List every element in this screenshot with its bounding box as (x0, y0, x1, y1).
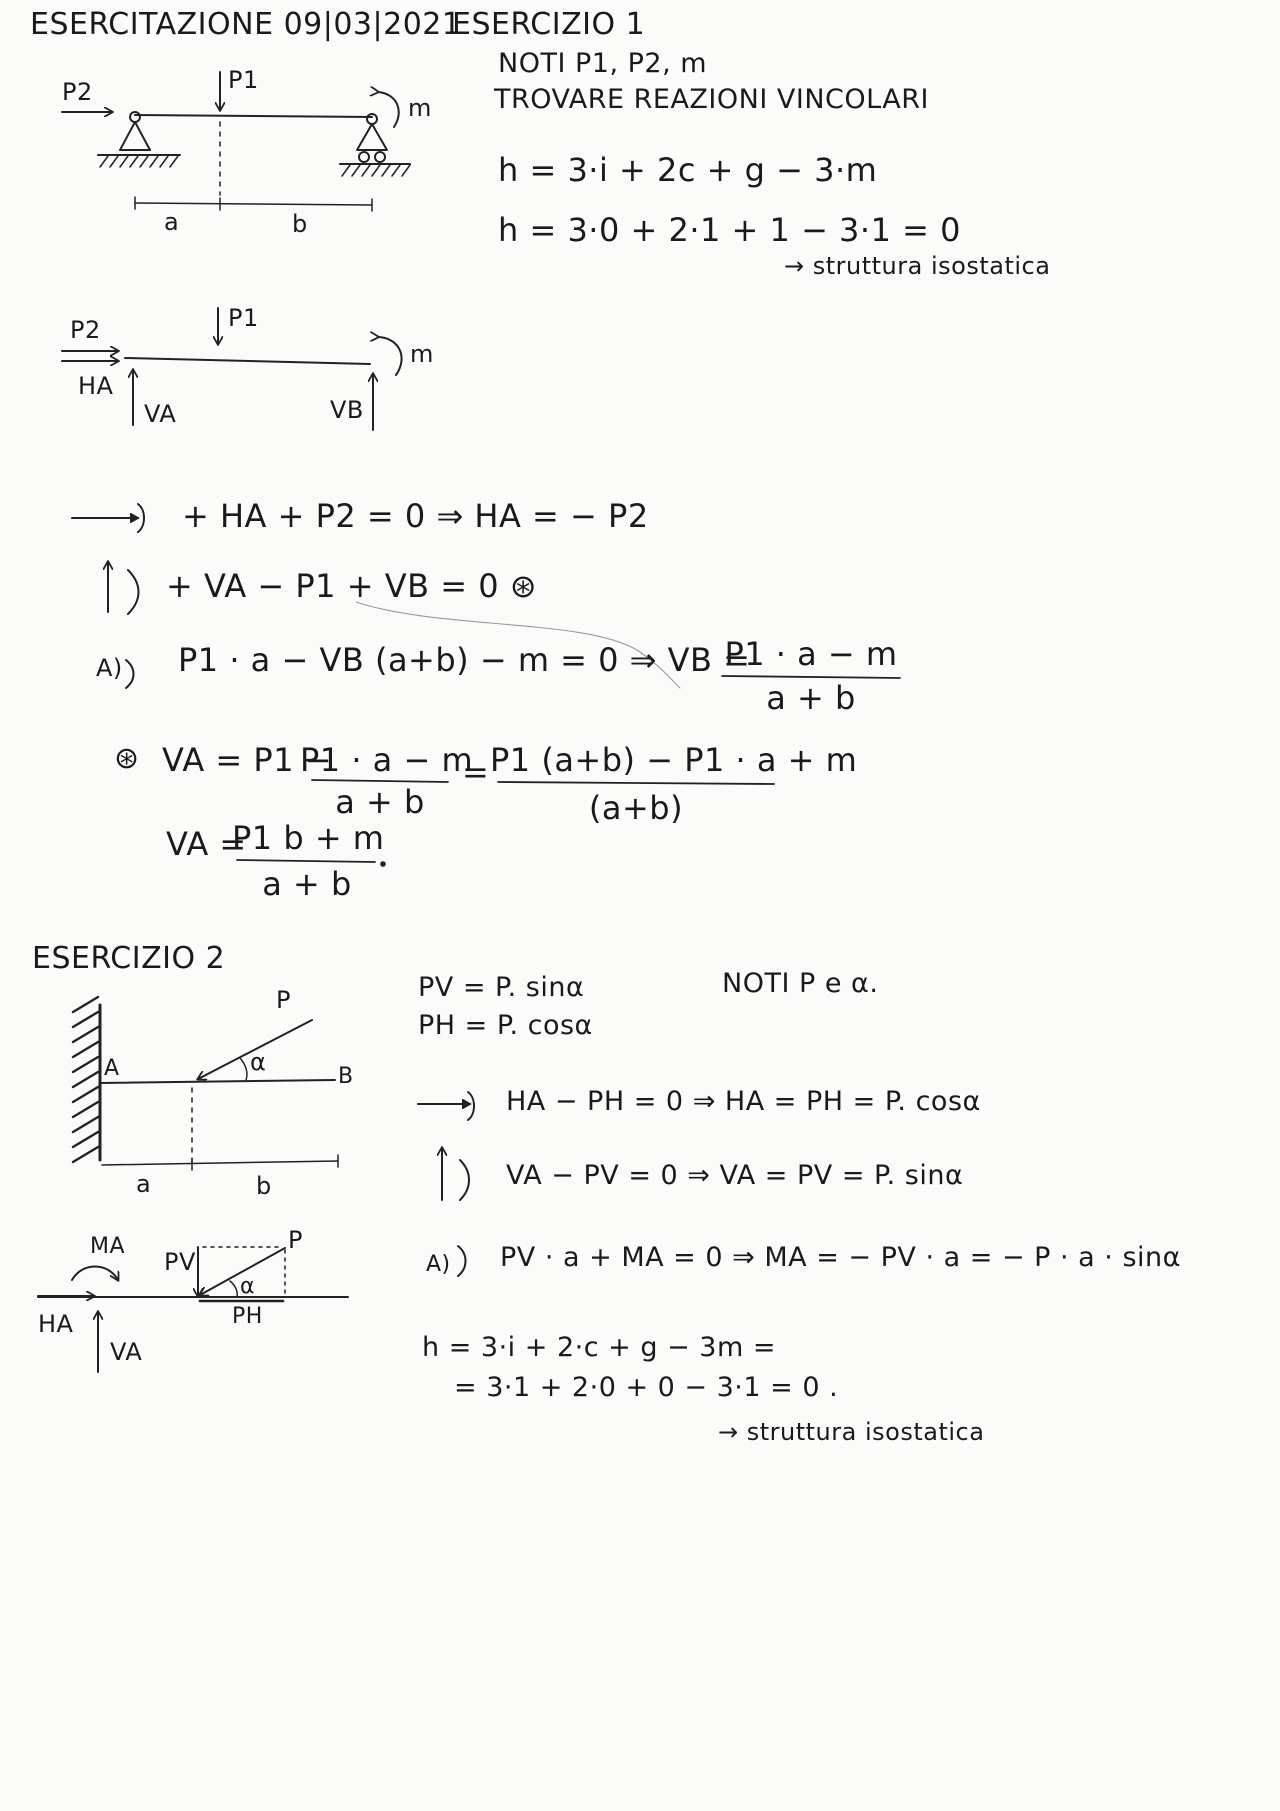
ex2-fbd-va: VA (110, 1338, 143, 1366)
star-marker: ⊛ (114, 741, 140, 776)
exercise-2-title: ESERCIZIO 2 (32, 941, 226, 976)
ex2-eq-moment-pole: A) (426, 1252, 451, 1277)
va-fraction-1-num: P1 · a − m (300, 741, 474, 779)
ex1-eq-moment: P1 · a − VB (a+b) − m = 0 ⇒ VB = (178, 641, 751, 679)
beam-line (100, 1080, 335, 1083)
ex2-label-a-length: a (136, 1170, 152, 1198)
ex2-h-calc: = 3·1 + 2·0 + 0 − 3·1 = 0 . (454, 1372, 839, 1403)
exercise-1-title: ESERCIZIO 1 (452, 7, 646, 42)
ex2-fbd-p: P (288, 1226, 303, 1254)
alpha-arc (240, 1058, 247, 1080)
ex2-h-result: → struttura isostatica (718, 1418, 985, 1446)
fbd-label-p1: P1 (228, 304, 259, 332)
ex2-label-b-length: b (256, 1172, 272, 1200)
page-title: ESERCITAZIONE 09|03|2021 (30, 7, 462, 42)
va-fraction-1-den: a + b (335, 783, 425, 821)
ex2-eq-horizontal: HA − PH = 0 ⇒ HA = PH = P. cosα (506, 1086, 981, 1117)
fbd-label-ha: HA (78, 372, 114, 400)
fbd-label-m: m (410, 340, 434, 368)
ex1-h-formula: h = 3·i + 2c + g − 3·m (498, 151, 878, 189)
fbd-label-vb: VB (330, 396, 364, 424)
ex1-h-calc: h = 3·0 + 2·1 + 1 − 3·1 = 0 (498, 211, 961, 249)
label-m: m (408, 94, 432, 122)
moment-m (378, 92, 399, 127)
ex1-h-result: → struttura isostatica (784, 252, 1051, 280)
ex2-label-alpha: α (250, 1048, 267, 1076)
dimension-line (135, 203, 372, 205)
va-final-num: P1 b + m (232, 819, 385, 857)
moment-ma (72, 1267, 118, 1281)
ex1-known: NOTI P1, P2, m (498, 48, 708, 79)
beam-line (125, 358, 370, 364)
label-p1: P1 (228, 66, 259, 94)
va-equals: = (462, 753, 490, 791)
ex2-eq-vertical: VA − PV = 0 ⇒ VA = PV = P. sinα (506, 1160, 964, 1191)
ex2-known: NOTI P e α. (722, 968, 879, 999)
ex2-fbd-ma: MA (90, 1234, 126, 1259)
wall-hatch (73, 997, 98, 1162)
fbd-label-va: VA (144, 400, 177, 428)
ex2-ph-definition: PH = P. cosα (418, 1010, 593, 1041)
alpha-arc (230, 1281, 237, 1297)
ex2-pv-definition: PV = P. sinα (418, 972, 585, 1003)
pin-support-triangle (120, 122, 150, 150)
label-a: a (164, 208, 180, 236)
va-final-den: a + b (262, 865, 352, 903)
vb-numerator: P1 · a − m (724, 635, 898, 673)
ex2-fbd-pv: PV (164, 1248, 196, 1276)
ex1-task: TROVARE REAZIONI VINCOLARI (494, 84, 929, 115)
vb-denominator: a + b (766, 679, 856, 717)
label-p2: P2 (62, 78, 93, 106)
dimension-line (102, 1161, 338, 1165)
ex2-label-b-point: B (338, 1064, 354, 1089)
va-fraction-2-den: (a+b) (588, 789, 684, 827)
va-fraction-bar-2 (498, 782, 774, 784)
moment-m (378, 337, 402, 375)
va-fraction-bar-1 (312, 780, 448, 782)
ex2-eq-decor (418, 1092, 474, 1276)
ex2-label-p: P (276, 986, 291, 1014)
ex2-h-formula: h = 3·i + 2·c + g − 3m = (422, 1332, 776, 1363)
ex2-cantilever-diagram (73, 997, 338, 1170)
roller-support-triangle (357, 124, 387, 150)
va2-fraction-bar (237, 860, 375, 862)
ex2-fbd-ha: HA (38, 1310, 74, 1338)
ex2-label-a-point: A (104, 1056, 120, 1081)
ex1-eq-vertical: + VA − P1 + VB = 0 ⊛ (166, 567, 538, 605)
ex2-eq-moment: PV · a + MA = 0 ⇒ MA = − PV · a = − P · a · sinα (500, 1242, 1181, 1273)
va-fraction-2-num: P1 (a+b) − P1 · a + m (490, 741, 858, 779)
pin-a (130, 112, 140, 122)
va-final-prefix: VA = (166, 825, 247, 863)
ex2-fbd-ph: PH (232, 1304, 263, 1329)
pin-b (367, 114, 377, 124)
ex2-fbd-alpha: α (240, 1274, 256, 1299)
fbd-label-p2: P2 (70, 316, 101, 344)
va-prefix: VA = P1 − (162, 741, 333, 779)
beam-line (135, 115, 372, 117)
ex1-eq-horizontal: + HA + P2 = 0 ⇒ HA = − P2 (182, 497, 649, 535)
ex1-eq-moment-pole: A) (96, 654, 123, 682)
label-b: b (292, 210, 308, 238)
